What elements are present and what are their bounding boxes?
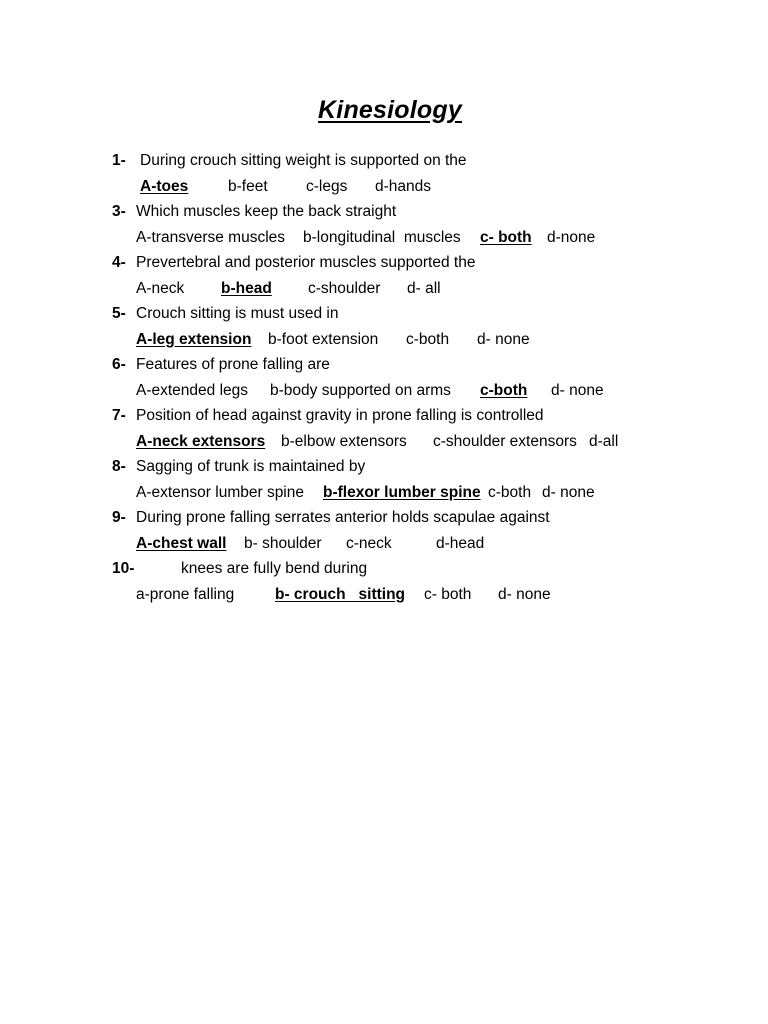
answer-options-10 xyxy=(112,582,732,608)
question-list xyxy=(112,148,732,607)
answer-options-4 xyxy=(112,276,732,302)
question-text: Prevertebral and posterior muscles supported the xyxy=(136,254,476,271)
question-4 xyxy=(112,250,732,276)
option-d: d- none xyxy=(477,330,530,348)
option-c: c-shoulder xyxy=(308,279,381,297)
option-d: d-head xyxy=(436,534,485,552)
option-b: b-body supported on arms xyxy=(270,381,451,399)
question-number: 5- xyxy=(112,305,126,322)
option-b-correct: b-head xyxy=(221,279,272,297)
question-6 xyxy=(112,352,732,378)
option-a-correct: A-chest wall xyxy=(136,534,227,552)
option-a: A-neck xyxy=(136,279,185,297)
option-a-correct: A-neck extensors xyxy=(136,432,266,450)
option-d: d-all xyxy=(589,432,619,450)
answer-options-6 xyxy=(112,378,732,404)
question-text: knees are fully bend during xyxy=(181,560,368,577)
question-text: Which muscles keep the back straight xyxy=(136,203,397,220)
question-number: 6- xyxy=(112,356,126,373)
option-a: A-extended legs xyxy=(136,381,249,399)
question-10 xyxy=(112,556,732,582)
question-text: During crouch sitting weight is supported on the xyxy=(140,152,467,169)
question-number: 9- xyxy=(112,509,126,526)
question-9 xyxy=(112,505,732,531)
option-d: d- none xyxy=(542,483,595,501)
option-b: b-feet xyxy=(228,177,268,195)
option-b: b- shoulder xyxy=(244,534,322,552)
option-a: A-transverse muscles xyxy=(136,228,286,246)
question-text: Sagging of trunk is maintained by xyxy=(136,458,366,475)
option-b: b-foot extension xyxy=(268,330,379,348)
option-c: c- both xyxy=(424,585,472,603)
option-b-correct: b-flexor lumber spine xyxy=(323,483,481,501)
option-b: b-elbow extensors xyxy=(281,432,407,450)
question-3 xyxy=(112,199,732,225)
option-c-correct: c-both xyxy=(480,381,528,399)
answer-options-5 xyxy=(112,327,732,353)
option-c: c-both xyxy=(488,483,532,501)
option-b-correct: b- crouch sitting xyxy=(275,585,406,603)
option-a: a-prone falling xyxy=(136,585,235,603)
option-c: c-neck xyxy=(346,534,392,552)
option-c: c-legs xyxy=(306,177,348,195)
answer-options-1 xyxy=(112,174,732,200)
question-8 xyxy=(112,454,732,480)
question-text: Position of head against gravity in prone falling is controlled xyxy=(136,407,544,424)
option-a-correct: A-leg extension xyxy=(136,330,252,348)
option-c: c-shoulder extensors xyxy=(433,432,577,450)
question-text: Crouch sitting is must used in xyxy=(136,305,339,322)
answer-options-3 xyxy=(112,225,732,251)
question-number: 3- xyxy=(112,203,126,220)
option-c: c-both xyxy=(406,330,450,348)
option-b: b-longitudinal muscles xyxy=(303,228,461,246)
page-title: Kinesiology xyxy=(318,96,462,124)
question-5 xyxy=(112,301,732,327)
answer-options-7 xyxy=(112,429,732,455)
option-d: d- none xyxy=(498,585,551,603)
question-number: 10- xyxy=(112,560,135,577)
option-d: d- none xyxy=(551,381,604,399)
answer-options-8 xyxy=(112,480,732,506)
option-a: A-extensor lumber spine xyxy=(136,483,304,501)
option-d: d- all xyxy=(407,279,441,297)
question-7 xyxy=(112,403,732,429)
option-d: d-none xyxy=(547,228,596,246)
answer-options-9 xyxy=(112,531,732,557)
question-text: Features of prone falling are xyxy=(136,356,330,373)
question-number: 1- xyxy=(112,152,126,169)
question-1 xyxy=(112,148,732,174)
option-c-correct: c- both xyxy=(480,228,532,246)
question-number: 8- xyxy=(112,458,126,475)
question-text: During prone falling serrates anterior holds scapulae against xyxy=(136,509,550,526)
question-number: 4- xyxy=(112,254,126,271)
option-d: d-hands xyxy=(375,177,432,195)
question-number: 7- xyxy=(112,407,126,424)
option-a-correct: A-toes xyxy=(140,177,189,195)
